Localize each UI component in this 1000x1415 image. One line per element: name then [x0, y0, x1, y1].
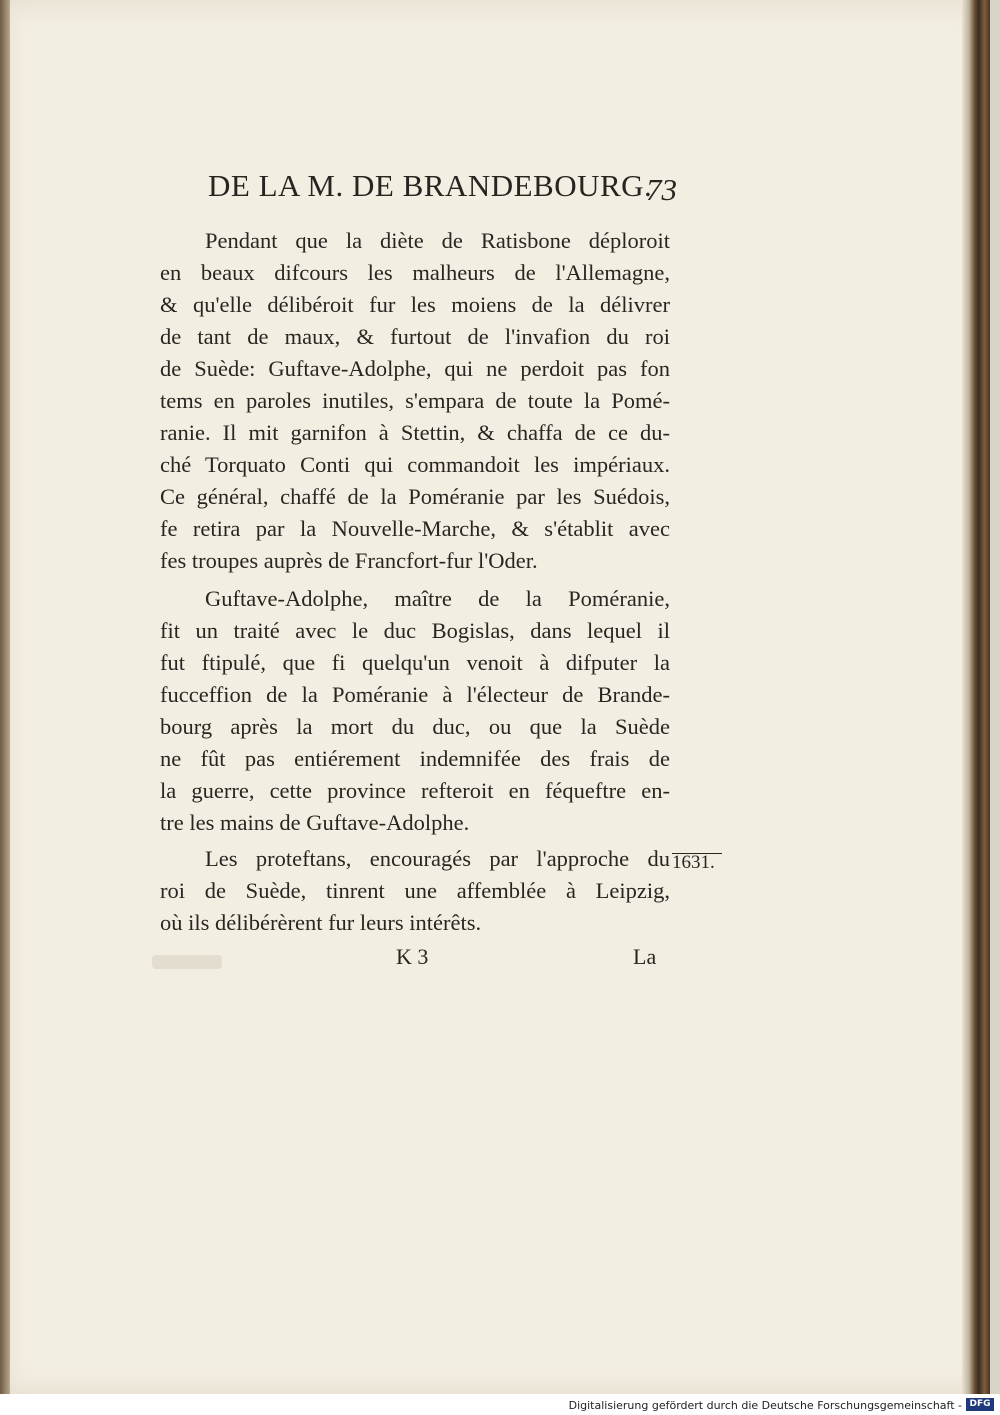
text-line: la guerre, cette province refteroit en féqueftre en- — [160, 778, 670, 803]
text-line: bourg après la mort du duc, ou que la Suède — [160, 714, 670, 739]
faint-stain — [152, 955, 222, 969]
credit-text: Digitalisierung gefördert durch die Deutsche Forschungsgemeinschaft - — [568, 1399, 962, 1412]
page-edge — [0, 0, 10, 1394]
text-line: fut ftipulé, que fi quelqu'un venoit à difputer la — [160, 650, 670, 675]
text-line: fit un traité avec le duc Bogislas, dans lequel il — [160, 618, 670, 643]
text-line: fe retira par la Nouvelle-Marche, & s'établit avec — [160, 516, 670, 541]
text-line: tre les mains de Guftave-Adolphe. — [160, 810, 470, 835]
text-line: de Suède: Guftave-Adolphe, qui ne perdoit pas fon — [160, 356, 670, 381]
text-line: fucceffion de la Poméranie à l'électeur de Brande- — [160, 682, 670, 707]
running-head: DE LA M. DE BRANDEBOURG. — [208, 168, 653, 203]
catchword: La — [633, 944, 657, 969]
page-number: 73 — [646, 172, 677, 207]
text-line: Pendant que la diète de Ratisbone déploroit — [205, 228, 670, 253]
text-line: tems en paroles inutiles, s'empara de toute la Pomé- — [160, 388, 670, 413]
text-line: ne fût pas entiérement indemnifée des frais de — [160, 746, 670, 771]
text-line: où ils délibérèrent fur leurs intérêts. — [160, 910, 482, 935]
dfg-logo: DFG — [966, 1398, 994, 1411]
signature-mark: K 3 — [396, 944, 429, 969]
margin-note-year: 1631. — [672, 852, 715, 873]
text-line: & qu'elle délibéroit fur les moiens de la délivrer — [160, 292, 670, 317]
text-line: en beaux difcours les malheurs de l'Allemagne, — [160, 260, 670, 285]
text-line: ché Torquato Conti qui commandoit les impériaux. — [160, 452, 670, 477]
text-line: Guftave-Adolphe, maître de la Poméranie, — [205, 586, 670, 611]
book-spine — [962, 0, 990, 1394]
text-line: Les proteftans, encouragés par l'approche du — [205, 846, 670, 871]
text-line: Ce général, chaffé de la Poméranie par les Suédois, — [160, 484, 670, 509]
text-line: roi de Suède, tinrent une affemblée à Leipzig, — [160, 878, 670, 903]
text-line: de tant de maux, & furtout de l'invafion du roi — [160, 324, 670, 349]
text-line: fes troupes auprès de Francfort-fur l'Oder. — [160, 548, 538, 573]
text-line: ranie. Il mit garnifon à Stettin, & chaffa de ce du- — [160, 420, 670, 445]
